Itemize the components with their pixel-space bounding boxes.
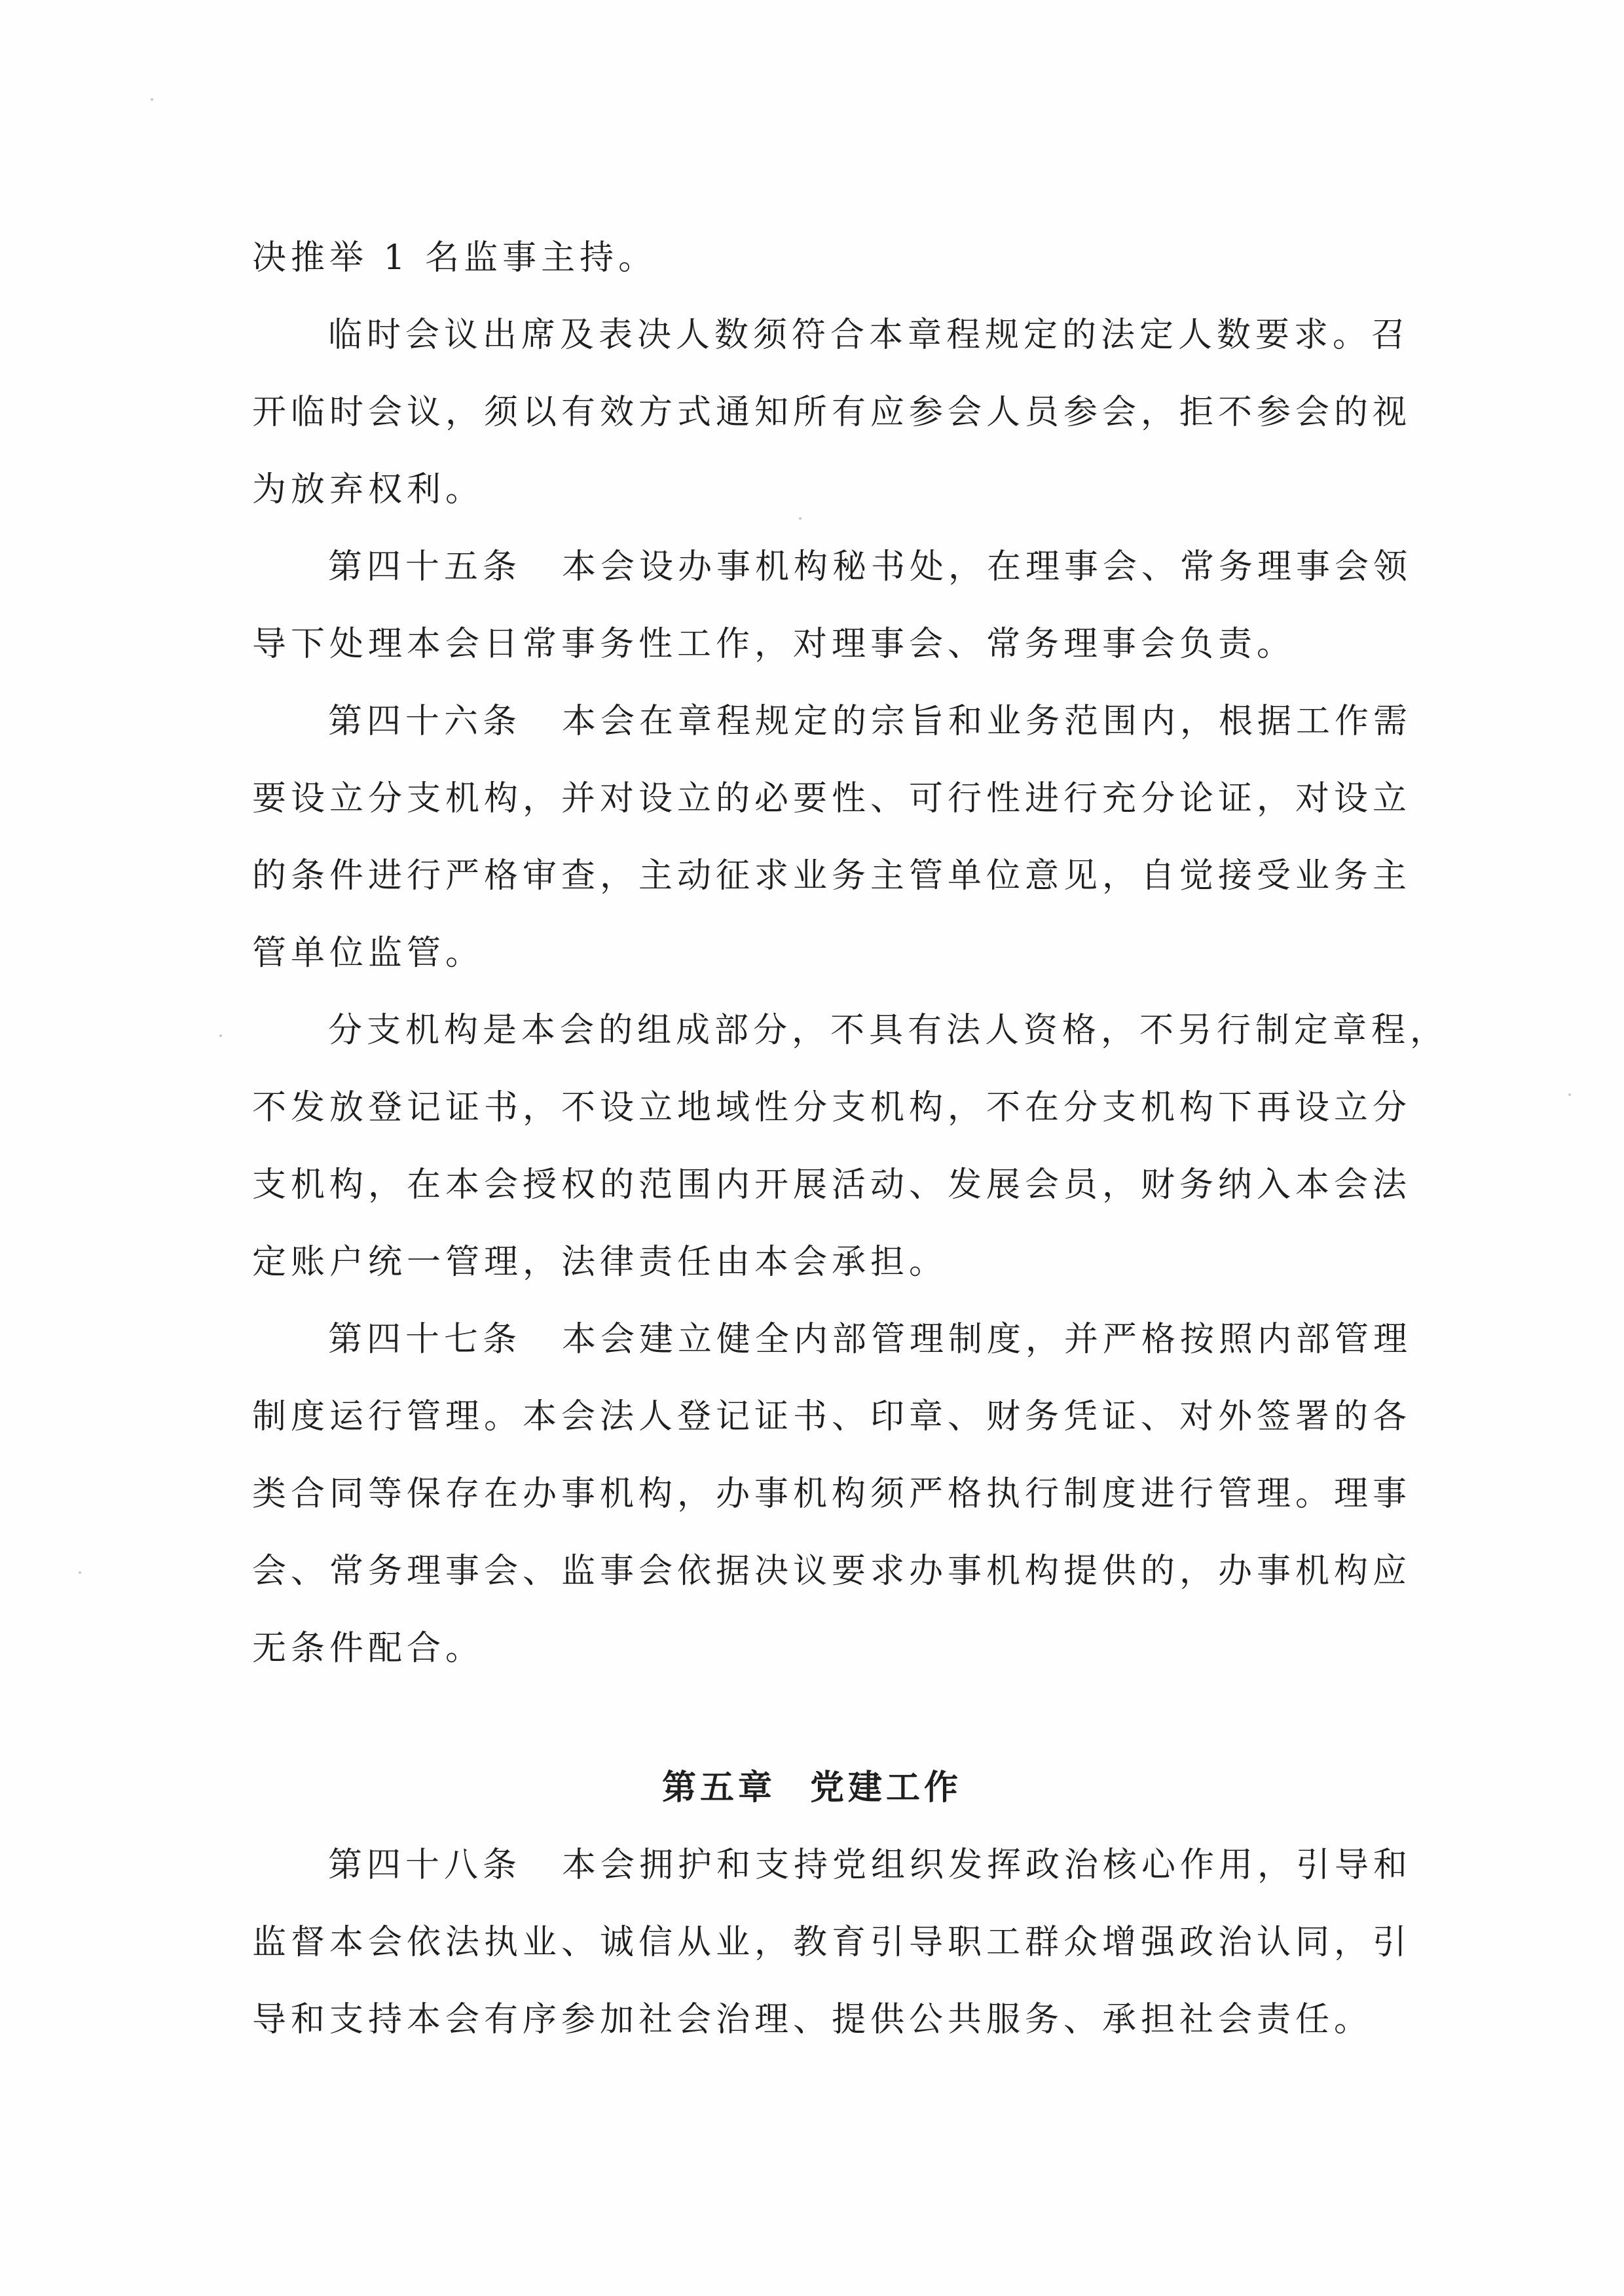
article-text: 本会设办事机构秘书处，在理事会、常务理事会领 xyxy=(562,547,1412,587)
article-47-line xyxy=(252,1301,1412,1378)
article-46-line xyxy=(252,683,1412,760)
body-text-top xyxy=(252,219,1449,1687)
article-45-line xyxy=(252,528,1412,606)
text-line: 为放弃权利。 xyxy=(252,470,485,509)
text-line: 制度运行管理。本会法人登记证书、印章、财务凭证、对外签署的各 xyxy=(252,1397,1412,1436)
text-line: 临时会议出席及表决人数须符合本章程规定的法定人数要求。召 xyxy=(328,316,1411,355)
text-line: 无条件配合。 xyxy=(252,1629,485,1668)
article-number: 第四十六条 xyxy=(328,702,522,741)
text-line: 不发放登记证书，不设立地域性分支机构，不在分支机构下再设立分 xyxy=(252,1088,1412,1127)
text-line: 导下处理本会日常事务性工作，对理事会、常务理事会负责。 xyxy=(252,625,1296,664)
scan-speck xyxy=(79,1571,81,1574)
text-line: 的条件进行严格审查，主动征求业务主管单位意见，自觉接受业务主 xyxy=(252,856,1412,896)
article-number: 第四十七条 xyxy=(328,1320,522,1359)
scan-speck xyxy=(219,1034,222,1037)
chapter-heading xyxy=(0,1749,1624,1827)
text-line: 管单位监管。 xyxy=(252,934,485,973)
body-text-bottom xyxy=(252,1827,1412,2058)
text-line: 导和支持本会有序参加社会治理、提供公共服务、承担社会责任。 xyxy=(252,2000,1373,2039)
text-line: 支机构，在本会授权的范围内开展活动、发展会员，财务纳入本会法 xyxy=(252,1165,1412,1205)
article-48-line xyxy=(252,1827,1412,1904)
article-number: 第四十五条 xyxy=(328,547,522,587)
text-line: 类合同等保存在办事机构，办事机构须严格执行制度进行管理。理事 xyxy=(252,1474,1412,1514)
text-line: 分支机构是本会的组成部分，不具有法人资格，不另行制定章程， xyxy=(328,1011,1449,1050)
article-text: 本会建立健全内部管理制度，并严格按照内部管理 xyxy=(562,1320,1412,1359)
article-text: 本会在章程规定的宗旨和业务范围内，根据工作需 xyxy=(562,702,1412,741)
article-text: 本会拥护和支持党组织发挥政治核心作用，引导和 xyxy=(562,1846,1412,1885)
text-line: 定账户统一管理，法律责任由本会承担。 xyxy=(252,1243,948,1282)
scan-speck xyxy=(799,517,802,520)
text-line: 要设立分支机构，并对设立的必要性、可行性进行充分论证，对设立 xyxy=(252,779,1412,818)
chapter-number: 第五章 xyxy=(661,1768,776,1808)
text-line: 监督本会依法执业、诚信从业，教育引导职工群众增强政治认同，引 xyxy=(252,1923,1412,1962)
text-line: 会、常务理事会、监事会依据决议要求办事机构提供的，办事机构应 xyxy=(252,1552,1412,1591)
scan-speck xyxy=(1568,1093,1571,1096)
article-number: 第四十八条 xyxy=(328,1846,522,1885)
scan-speck xyxy=(151,98,153,101)
text-line: 决推举 1 名监事主持。 xyxy=(252,238,657,278)
chapter-title: 党建工作 xyxy=(810,1768,963,1808)
text-line: 开临时会议，须以有效方式通知所有应参会人员参会，拒不参会的视 xyxy=(252,393,1412,432)
